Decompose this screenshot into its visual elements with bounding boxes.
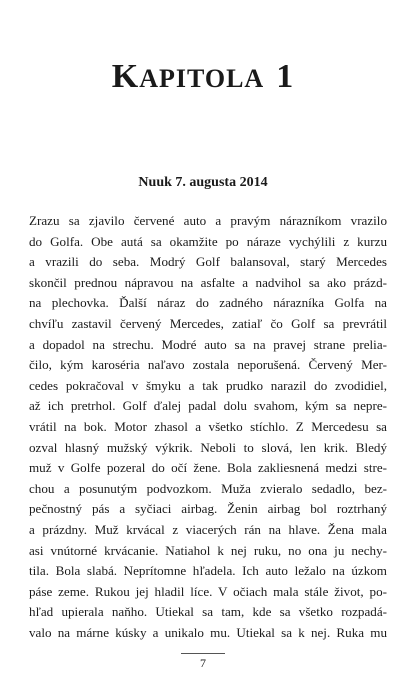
text-line: a vrazili do seba. Modrý Golf balansoval, starý Mercedes bbox=[29, 254, 387, 270]
text-line: hľad upierala naňho. Utiekal sa tam, kde sa všetko rozpadá- bbox=[29, 604, 387, 620]
text-line: Zrazu sa zjavilo červené auto a pravým nárazníkom vrazilo bbox=[29, 213, 387, 228]
text-line: muž v Golfe pozeral do očí žene. Bola zakliesnená medzi stre- bbox=[29, 460, 387, 476]
body-text bbox=[29, 211, 387, 643]
text-line: skončil prednou nápravou na asfalte a nadvihol sa ako prázd- bbox=[29, 274, 387, 290]
text-line: čilo, kým karoséria naľavo zostala neporušená. Červený Mer- bbox=[29, 357, 387, 373]
text-line: na plechovka. Ďalší náraz do zadného nárazníka Golfa na bbox=[29, 295, 387, 311]
text-line: valo na márne kúsky a unikalo mu. Utiekal sa k nej. Ruka mu bbox=[29, 624, 387, 640]
page-number: 7 bbox=[200, 656, 206, 670]
text-line: tila. Bola slabá. Neprítomne hľadela. Ich auto ležalo na úzkom bbox=[29, 563, 387, 579]
chapter-heading-initial: K bbox=[111, 58, 140, 95]
footer-divider bbox=[181, 653, 225, 654]
text-line: chou a posunutým podvozkom. Muža zvieralo sedadlo, bez- bbox=[29, 480, 387, 496]
text-line: asi vnútorné krvácanie. Natiahol k nej ruku, no ona ju nechy- bbox=[29, 542, 387, 558]
chapter-heading-word: APITOLA bbox=[139, 64, 265, 93]
text-line: pečnostný pás a syčiaci airbag. Ženin airbag bol roztrhaný bbox=[29, 501, 387, 517]
text-line: cedes pokračoval v šmyku a tak prudko narazil do zvodidiel, bbox=[29, 377, 387, 393]
text-line: vrátil na bok. Motor zhasol a všetko stíchlo. Z Mercedesu sa bbox=[29, 418, 387, 434]
text-line: a dopadol na strechu. Modré auto sa na pravej strane prelia- bbox=[29, 336, 387, 352]
text-line: až ich pretrhol. Golf ďalej padal dolu svahom, kým sa nepre- bbox=[29, 398, 387, 414]
text-line: páse zeme. Rukou jej hladil líce. V očiach mala stále život, po- bbox=[29, 583, 387, 599]
chapter-number: 1 bbox=[276, 58, 295, 95]
chapter-heading bbox=[0, 60, 406, 94]
text-line: a prázdny. Muž krvácal z viacerých rán na hlave. Žena mala bbox=[29, 521, 387, 537]
date-line: Nuuk 7. augusta 2014 bbox=[138, 175, 268, 190]
text-line: chvíľu zastavil červený Mercedes, zatiaľ čo Golf sa prevrátil bbox=[29, 315, 387, 331]
text-line: do Golfa. Obe autá sa okamžite po náraze vychýlili z kurzu bbox=[29, 233, 387, 249]
text-line: ozval hlasný mužský výkrik. Neboli to slová, len krik. Bledý bbox=[29, 439, 387, 455]
